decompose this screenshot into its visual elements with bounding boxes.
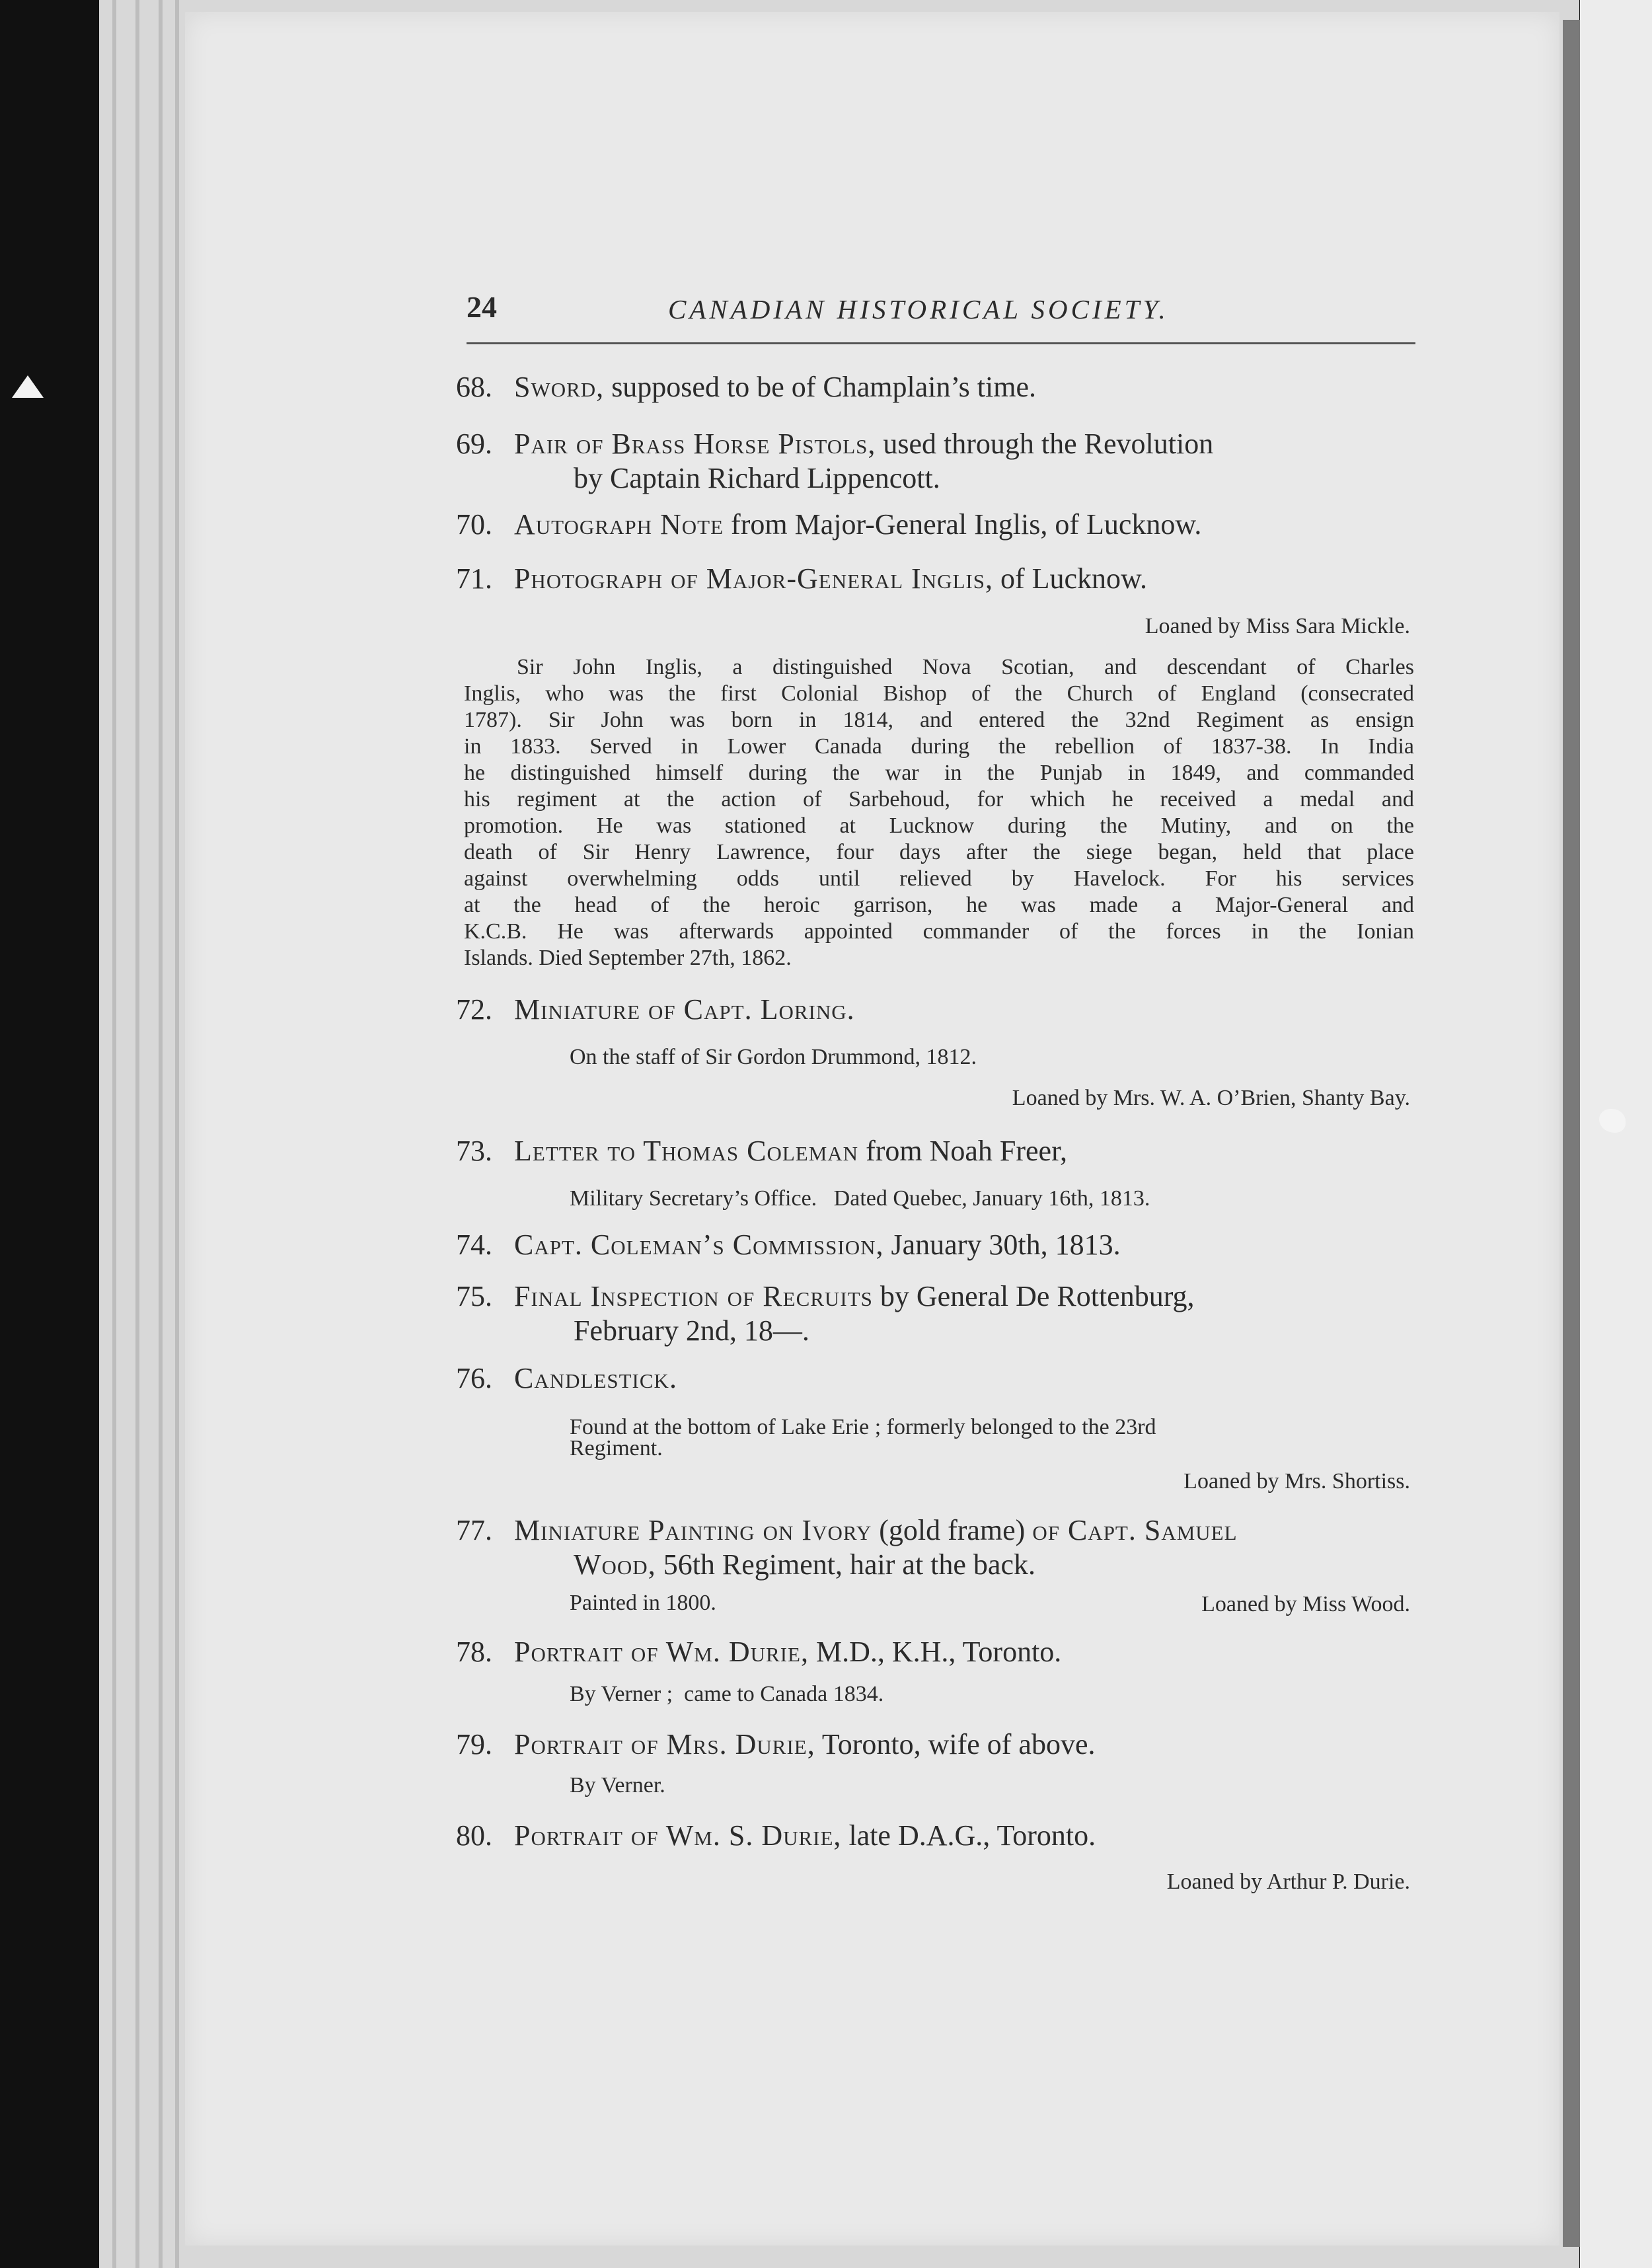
entry-number: 73. (456, 1135, 492, 1167)
entry-number: 70. (456, 508, 492, 541)
entry-title: Miniature of Capt. Loring. (514, 993, 855, 1026)
entry-number: 78. (456, 1636, 492, 1668)
paragraph-line: Inglis, who was the first Colonial Bishop of the Church of England (consecrated (464, 681, 1414, 706)
catalogue-entry-78 (456, 1635, 1414, 1669)
catalogue-entry-76 (456, 1361, 1414, 1396)
paragraph-line: Islands. Died September 27th, 1862. (464, 946, 792, 970)
entry-text: from Noah Freer, (858, 1135, 1067, 1167)
entry-number: 74. (456, 1228, 492, 1261)
entry-number: 80. (456, 1819, 492, 1852)
entry-note: Found at the bottom of Lake Erie ; formerly belonged to the 23rd (570, 1415, 1156, 1439)
entry-text: late D.A.G., Toronto. (841, 1819, 1096, 1852)
catalogue-entry-68 (456, 370, 1414, 404)
entry-title: Miniature Painting on Ivory (514, 1514, 872, 1546)
entry-text: used through the Revolution (876, 428, 1214, 460)
entry-number: 71. (456, 562, 492, 595)
paragraph-line: he distinguished himself during the war in the Punjab in 1849, and commanded (464, 761, 1414, 785)
entry-text-continued: by Captain Richard Lippencott. (574, 462, 940, 494)
loan-credit: Loaned by Miss Wood. (1201, 1592, 1410, 1616)
entry-text: January 30th, 1813. (883, 1228, 1121, 1261)
inglis-biography (464, 654, 1414, 971)
catalogue-entry-73 (456, 1134, 1414, 1168)
loan-credit: Loaned by Mrs. W. A. O’Brien, Shanty Bay. (1012, 1086, 1410, 1110)
loan-credit: Loaned by Arthur P. Durie. (1166, 1870, 1410, 1894)
entry-note: On the staff of Sir Gordon Drummond, 1812. (570, 1045, 977, 1069)
entry-title: Capt. Coleman’s Commission, (514, 1228, 884, 1261)
loan-credit: Loaned by Mrs. Shortiss. (1183, 1469, 1410, 1493)
loan-credit: Loaned by Miss Sara Mickle. (1145, 614, 1410, 638)
entry-text: by General De Rottenburg, (872, 1280, 1195, 1312)
entry-number: 77. (456, 1514, 492, 1546)
catalogue-entry-75 (456, 1279, 1414, 1348)
page-number: 24 (467, 290, 497, 324)
entry-title-continued: of Capt. Samuel (1032, 1514, 1238, 1546)
entry-note: By Verner ; came to Canada 1834. (570, 1682, 884, 1706)
catalogue-entry-74 (456, 1228, 1414, 1262)
entry-title: Autograph Note (514, 508, 724, 541)
entry-title: Photograph of Major-General Inglis, (514, 562, 993, 595)
entry-title: Portrait of Wm. Durie, (514, 1636, 809, 1668)
paragraph-line: Sir John Inglis, a distinguished Nova Scotian, and descendant of Charles (517, 655, 1414, 679)
catalogue-entry-80 (456, 1819, 1414, 1853)
entry-title: Sword, (514, 371, 605, 403)
catalogue-entry-77 (456, 1513, 1414, 1582)
catalogue-entry-72 (456, 993, 1414, 1027)
paragraph-line: 1787). Sir John was born in 1814, and entered the 32nd Regiment as ensign (464, 708, 1414, 732)
paragraph-line: K.C.B. He was afterwards appointed commander of the forces in the Ionian (464, 919, 1414, 944)
catalogue-entry-79 (456, 1727, 1414, 1762)
entry-text: supposed to be of Champlain’s time. (604, 371, 1036, 403)
entry-text: Toronto, wife of above. (815, 1728, 1096, 1760)
catalogue-entry-69 (456, 427, 1414, 496)
entry-text-continued: 56th Regiment, hair at the back. (656, 1548, 1035, 1581)
entry-text: from Major-General Inglis, of Lucknow. (724, 508, 1202, 541)
paragraph-line: promotion. He was stationed at Lucknow during the Mutiny, and on the (464, 813, 1414, 838)
paragraph-line: death of Sir Henry Lawrence, four days after the siege began, held that place (464, 840, 1414, 864)
entry-title: Candlestick. (514, 1362, 677, 1394)
entry-note: Regiment. (570, 1436, 663, 1460)
entry-text: (gold frame) (872, 1514, 1033, 1546)
entry-text-continued: February 2nd, 18—. (574, 1314, 809, 1347)
paragraph-line: against overwhelming odds until relieved by Havelock. For his services (464, 866, 1414, 891)
running-head: CANADIAN HISTORICAL SOCIETY. (668, 294, 1169, 324)
entry-text: M.D., K.H., Toronto. (808, 1636, 1062, 1668)
entry-number: 79. (456, 1728, 492, 1760)
entry-number: 76. (456, 1362, 492, 1394)
entry-title-continued: Wood, (574, 1548, 656, 1581)
entry-note: Military Secretary’s Office. Dated Quebec, January 16th, 1813. (570, 1186, 1150, 1211)
entry-number: 75. (456, 1280, 492, 1312)
entry-number: 72. (456, 993, 492, 1026)
entry-note: By Verner. (570, 1773, 665, 1797)
entry-number: 68. (456, 371, 492, 403)
page-header (467, 289, 1415, 344)
entry-text: of Lucknow. (993, 562, 1147, 595)
entry-title: Letter to Thomas Coleman (514, 1135, 859, 1167)
paragraph-line: his regiment at the action of Sarbehoud, for which he received a medal and (464, 787, 1414, 812)
entry-title: Portrait of Mrs. Durie, (514, 1728, 815, 1760)
entry-title: Pair of Brass Horse Pistols, (514, 428, 876, 460)
entry-title: Final Inspection of Recruits (514, 1280, 873, 1312)
entry-title: Portrait of Wm. S. Durie, (514, 1819, 842, 1852)
entry-note: Painted in 1800. (570, 1591, 716, 1615)
catalogue-entry-71 (456, 562, 1414, 596)
catalogue-entry-70 (456, 508, 1414, 542)
paragraph-line: at the head of the heroic garrison, he was made a Major-General and (464, 893, 1414, 917)
paragraph-line: in 1833. Served in Lower Canada during the rebellion of 1837-38. In India (464, 734, 1414, 759)
entry-number: 69. (456, 428, 492, 460)
